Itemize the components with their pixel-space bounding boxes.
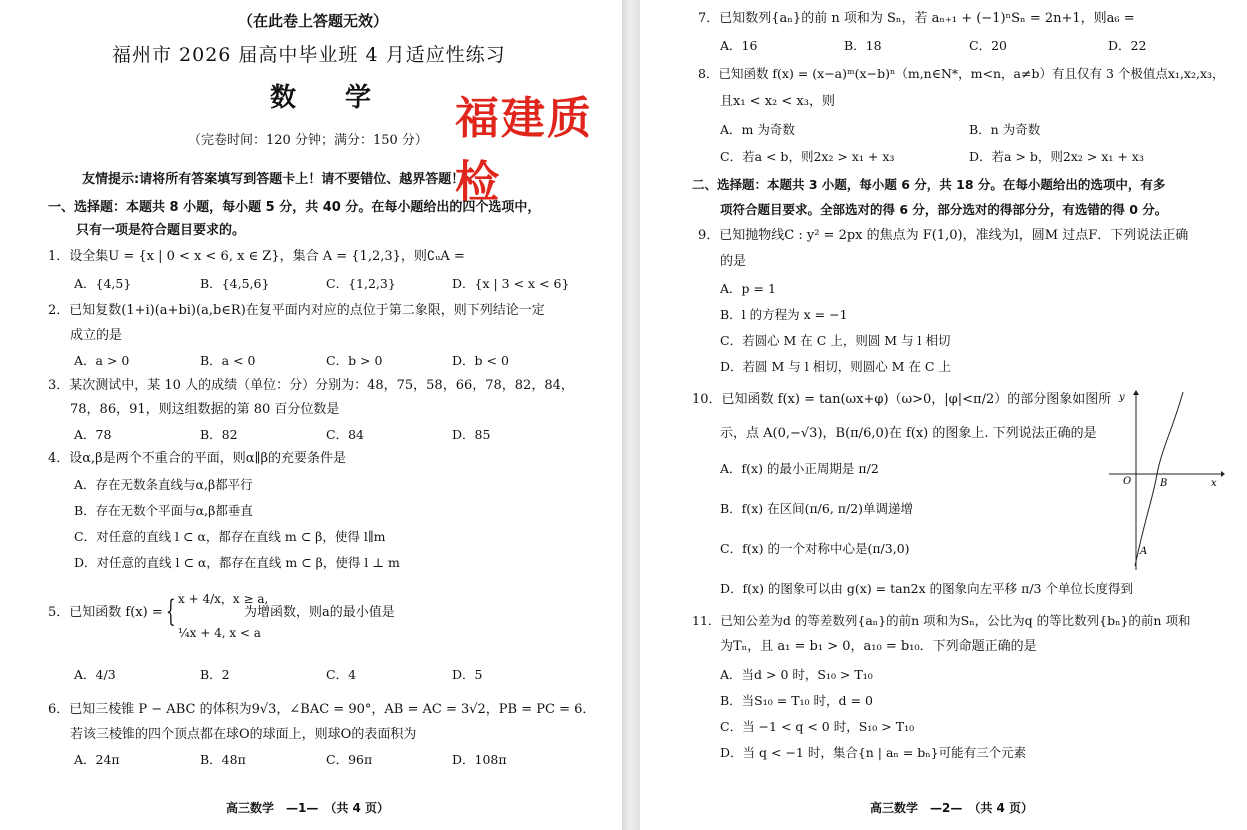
question-8-cont: 且x₁ < x₂ < x₃，则 bbox=[720, 94, 835, 109]
q9-option-a: A．p = 1 bbox=[720, 281, 776, 296]
section1-heading-cont: 只有一项是符合题目要求的。 bbox=[76, 223, 246, 238]
q6-option-c: C．96π bbox=[326, 752, 373, 767]
q1-option-a: A．{4,5} bbox=[74, 276, 132, 291]
subject-title: 数 学 bbox=[270, 83, 392, 113]
q5-option-d: D．5 bbox=[452, 667, 483, 682]
q6-option-d: D．108π bbox=[452, 752, 507, 767]
question-2-cont: 成立的是 bbox=[70, 328, 123, 343]
question-7: 7．已知数列{aₙ}的前 n 项和为 Sₙ，若 aₙ₊₁ + (−1)ⁿSₙ = 2n+1，则a₆ = bbox=[698, 11, 1135, 26]
q1-option-c: C．{1,2,3} bbox=[326, 276, 396, 291]
page-footer-1: 高三数学 —1— （共 4 页） bbox=[226, 801, 390, 815]
q9-option-c: C．若圆心 M 在 C 上，则圆 M 与 l 相切 bbox=[720, 333, 951, 348]
exam-title: 福州市 2026 届高中毕业班 4 月适应性练习 bbox=[112, 44, 506, 66]
question-6: 6．已知三棱锥 P − ABC 的体积为9√3，∠BAC = 90°，AB = AC = 3√2，PB = PC = 6． bbox=[48, 702, 596, 717]
q11-option-d: D．当 q < −1 时，集合{n | aₙ = bₙ}可能有三个元素 bbox=[720, 745, 1027, 760]
question-1: 1．设全集U = {x | 0 < x < 6, x ∈ Z}，集合 A = {1,2,3}，则∁ᵤA = bbox=[48, 249, 465, 264]
invalid-note: （在此卷上答题无效） bbox=[238, 12, 389, 30]
q2-option-c: C．b > 0 bbox=[326, 353, 383, 368]
q6-option-b: B．48π bbox=[200, 752, 246, 767]
right-page bbox=[640, 0, 1247, 830]
tangent-graph bbox=[1105, 388, 1225, 573]
time-score: （完卷时间：120 分钟；满分：150 分） bbox=[188, 133, 428, 148]
q9-option-b: B．l 的方程为 x = −1 bbox=[720, 307, 848, 322]
page-footer-2: 高三数学 —2— （共 4 页） bbox=[870, 801, 1034, 815]
q7-option-a: A．16 bbox=[720, 38, 758, 53]
q3-option-a: A．78 bbox=[74, 427, 112, 442]
graph-label-o: O bbox=[1123, 476, 1132, 487]
q4-option-b: B．存在无数个平面与α,β都垂直 bbox=[74, 503, 253, 518]
stamp-text: 福建质检 bbox=[455, 93, 593, 208]
q10-option-c: C．f(x) 的一个对称中心是(π/3,0) bbox=[720, 541, 910, 556]
q10-option-b: B．f(x) 在区间(π/6, π/2)单调递增 bbox=[720, 501, 914, 516]
q7-option-b: B．18 bbox=[844, 38, 882, 53]
q7-option-c: C．20 bbox=[969, 38, 1007, 53]
question-5-tail: 为增函数，则a的最小值是 bbox=[244, 605, 395, 620]
q5-case-1: x + 4/x，x ≥ a, bbox=[178, 592, 269, 606]
left-page bbox=[0, 0, 622, 830]
question-11-cont: 为Tₙ，且 a₁ = b₁ > 0，a₁₀ = b₁₀．下列命题正确的是 bbox=[720, 639, 1037, 654]
graph-label-a: A bbox=[1140, 546, 1148, 557]
section2-heading-cont: 项符合题目要求。全部选对的得 6 分，部分选对的得部分分，有选错的得 0 分。 bbox=[720, 202, 1168, 217]
graph-label-b: B bbox=[1160, 478, 1168, 489]
question-10-cont: 示，点 A(0,−√3)，B(π/6,0)在 f(x) 的图象上. 下列说法正确的是 bbox=[720, 426, 1097, 441]
q3-option-d: D．85 bbox=[452, 427, 491, 442]
q10-option-d: D．f(x) 的图象可以由 g(x) = tan2x 的图象向左平移 π/3 个单位长度得到 bbox=[720, 581, 1133, 596]
q5-brace: { bbox=[166, 594, 176, 629]
q3-option-b: B．82 bbox=[200, 427, 238, 442]
section1-heading: 一、选择题：本题共 8 小题，每小题 5 分，共 40 分。在每小题给出的四个选项中， bbox=[48, 200, 541, 215]
section2-heading: 二、选择题：本题共 3 小题，每小题 6 分，共 18 分。在每小题给出的选项中，有多 bbox=[692, 177, 1166, 192]
q11-option-a: A．当d > 0 时，S₁₀ > T₁₀ bbox=[720, 667, 873, 682]
q4-option-c: C．对任意的直线 l ⊂ α，都存在直线 m ⊂ β，使得 l∥m bbox=[74, 529, 386, 544]
graph-label-x: x bbox=[1211, 478, 1217, 489]
question-10: 10．已知函数 f(x) = tan(ωx+φ)（ω>0，|φ|<π/2）的部分图象如图所 bbox=[692, 392, 1112, 407]
page-gutter bbox=[622, 0, 640, 830]
q2-option-b: B．a < 0 bbox=[200, 353, 256, 368]
q3-option-c: C．84 bbox=[326, 427, 364, 442]
question-5-lead: 5．已知函数 f(x) = bbox=[48, 605, 163, 620]
q8-option-c: C．若a < b，则2x₂ > x₁ + x₃ bbox=[720, 149, 895, 164]
question-6-cont: 若该三棱锥的四个顶点都在球O的球面上，则球O的表面积为 bbox=[70, 727, 417, 742]
q10-option-a: A．f(x) 的最小正周期是 π/2 bbox=[720, 461, 879, 476]
q11-option-b: B．当S₁₀ = T₁₀ 时，d = 0 bbox=[720, 693, 873, 708]
q8-option-a: A．m 为奇数 bbox=[720, 122, 795, 137]
q5-option-c: C．4 bbox=[326, 667, 357, 682]
q5-option-a: A．4/3 bbox=[74, 667, 116, 682]
graph-y-arrow bbox=[1133, 390, 1139, 395]
q8-option-d: D．若a > b，则2x₂ > x₁ + x₃ bbox=[969, 149, 1144, 164]
q9-option-d: D．若圆 M 与 l 相切，则圆心 M 在 C 上 bbox=[720, 359, 951, 374]
question-4: 4．设α,β是两个不重合的平面，则α∥β的充要条件是 bbox=[48, 451, 346, 466]
question-9-cont: 的是 bbox=[720, 254, 747, 269]
q4-option-a: A．存在无数条直线与α,β都平行 bbox=[74, 477, 253, 492]
q2-option-a: A．a > 0 bbox=[74, 353, 130, 368]
q5-option-b: B．2 bbox=[200, 667, 230, 682]
question-11: 11．已知公差为d 的等差数列{aₙ}的前n 项和为Sₙ，公比为q 的等比数列{bₙ}的前n 项和 bbox=[692, 613, 1191, 628]
question-3: 3．某次测试中，某 10 人的成绩（单位：分）分别为：48，75，58，66，78，82，84， bbox=[48, 378, 574, 393]
graph-label-y: y bbox=[1119, 392, 1125, 403]
question-8: 8．已知函数 f(x) = (x−a)ᵐ(x−b)ⁿ（m,n∈N*，m<n，a≠b）有且仅有 3 个极值点x₁,x₂,x₃， bbox=[698, 66, 1225, 81]
q11-option-c: C．当 −1 < q < 0 时，S₁₀ > T₁₀ bbox=[720, 719, 915, 734]
question-3-cont: 78，86，91，则这组数据的第 80 百分位数是 bbox=[70, 402, 340, 417]
q1-option-b: B．{4,5,6} bbox=[200, 276, 270, 291]
question-9: 9．已知抛物线C : y² = 2px 的焦点为 F(1,0)，准线为l，圆M 过点F．下列说法正确 bbox=[698, 228, 1189, 243]
q1-option-d: D．{x | 3 < x < 6} bbox=[452, 276, 570, 291]
q7-option-d: D．22 bbox=[1108, 38, 1147, 53]
q8-option-b: B．n 为奇数 bbox=[969, 122, 1041, 137]
question-2: 2．已知复数(1+i)(a+bi)(a,b∈R)在复平面内对应的点位于第二象限，则下列结论一定 bbox=[48, 303, 545, 318]
q6-option-a: A．24π bbox=[74, 752, 120, 767]
graph-x-arrow bbox=[1221, 471, 1225, 477]
tangent-curve bbox=[1135, 392, 1183, 566]
q4-option-d: D．对任意的直线 l ⊂ α，都存在直线 m ⊂ β，使得 l ⊥ m bbox=[74, 555, 400, 570]
q5-case-2: ¼x + 4, x < a bbox=[178, 626, 261, 640]
friendly-tip: 友情提示:请将所有答案填写到答题卡上！请不要错位、越界答题！ bbox=[82, 172, 465, 187]
q2-option-d: D．b < 0 bbox=[452, 353, 509, 368]
